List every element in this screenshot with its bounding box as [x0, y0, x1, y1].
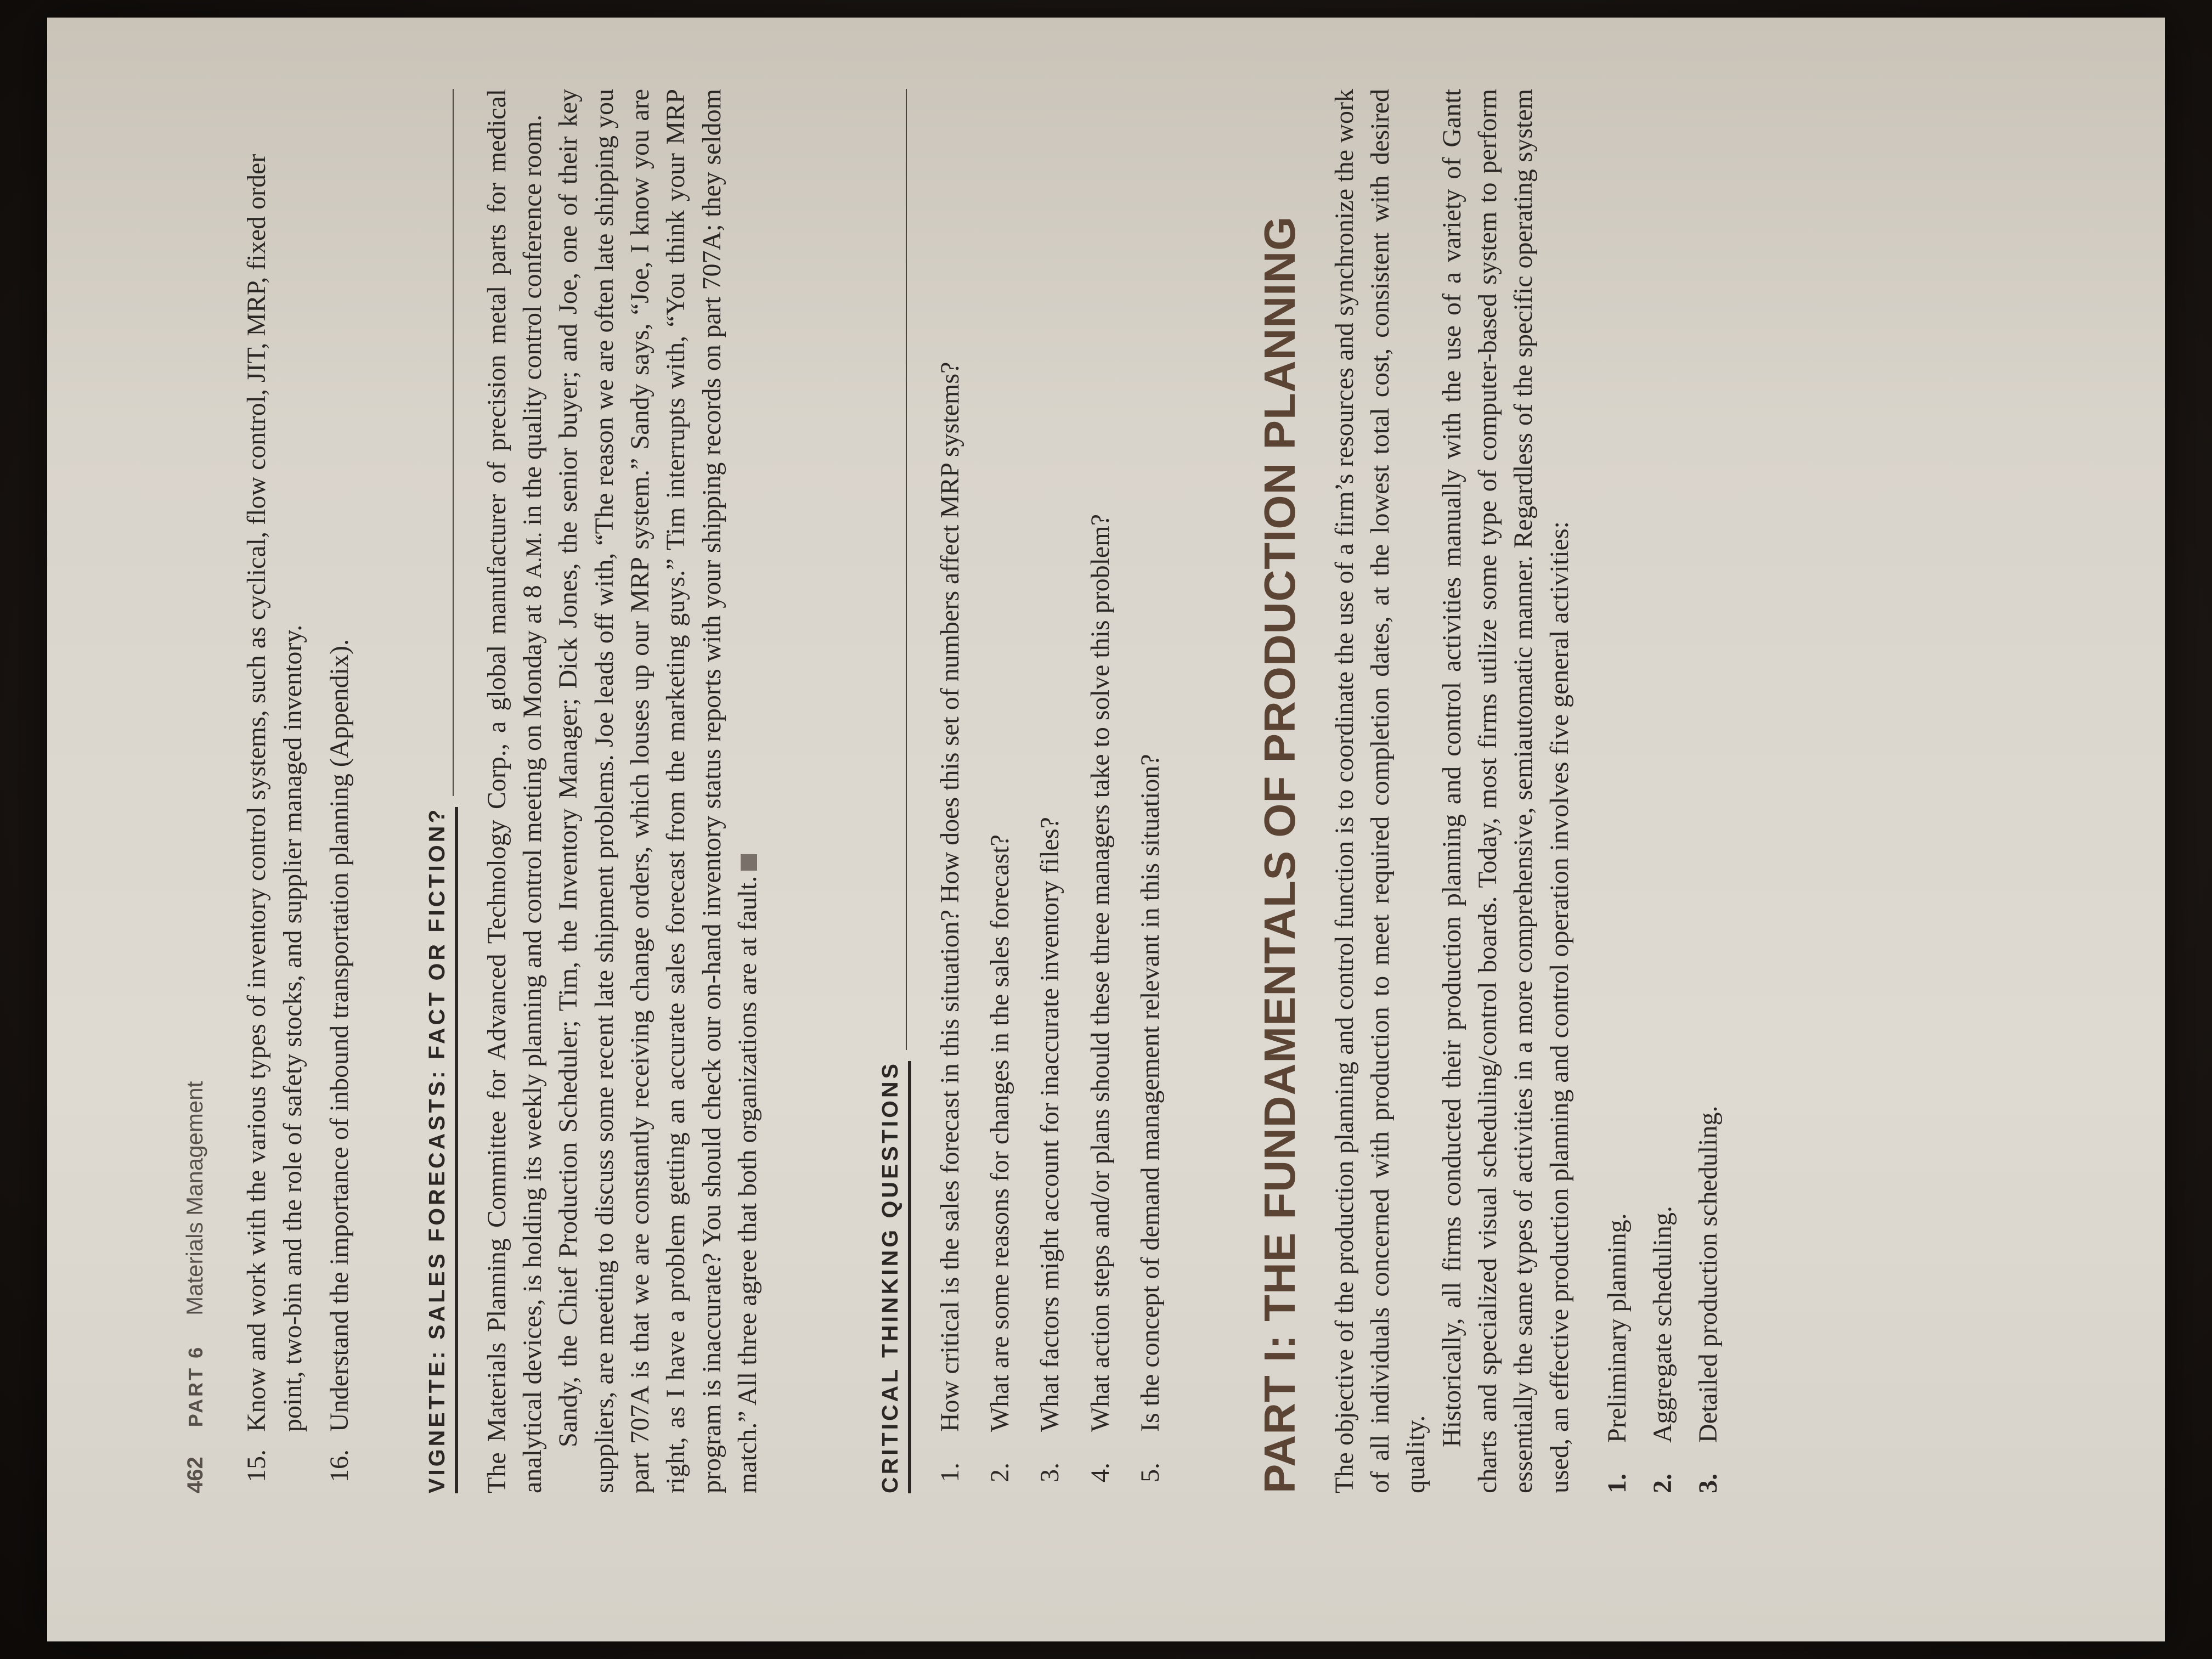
- vignette-heading-row: [422, 89, 458, 1493]
- activity-text: Aggregate scheduling.: [1648, 1206, 1678, 1443]
- activity-item: [1645, 89, 1680, 1493]
- book-page: [47, 18, 2165, 1641]
- heading-rule: [906, 89, 907, 1050]
- question-text: How critical is the sales forecast in this situation? How does this set of numbers affect MRP systems?: [935, 362, 964, 1432]
- activities-list: [1599, 89, 1726, 1493]
- time-abbrev: A.M.: [521, 532, 546, 579]
- vignette-text: in the quality control conference room.: [518, 114, 548, 532]
- item-text: Understand the importance of inbound transportation planning (Appendix).: [324, 639, 354, 1432]
- heading-rule: [453, 89, 454, 796]
- activity-item: [1690, 89, 1726, 1493]
- book-page-rotated: [47, 18, 2165, 1641]
- activity-text: Preliminary planning.: [1602, 1213, 1632, 1443]
- section-name: Materials Management: [182, 1081, 207, 1316]
- part-one-paragraph-2: Historically, all firms conducted their production planning and control activities manually with the use of a variety of Gantt charts and specialized visual scheduling/control boards. Today, most firms utilize some type of computer-based system to perform essentially the same types of activities in a more comprehensive, semiautomatic manner. Regardless of the specific operating system used, an effective production planning and control operation involves five general activities:: [1437, 89, 1574, 1493]
- activity-number: 3.: [1694, 1474, 1723, 1493]
- activity-item: [1599, 89, 1635, 1493]
- list-item: [321, 89, 357, 1493]
- questions-heading-row: [875, 89, 911, 1493]
- question-number: 4.: [1085, 1463, 1115, 1482]
- question-text: What action steps and/or plans should these three managers take to solve this problem?: [1085, 514, 1115, 1432]
- vignette-text: The Materials Planning Committee for Advanced Technology Corp., a global manufacturer of precision metal parts for medical analytical devices, is holding its weekly planning and control meeting on Monday at 8: [482, 89, 548, 1493]
- activity-number: 2.: [1648, 1474, 1678, 1493]
- vignette-text: Sandy, the Chief Production Scheduler; Tim, the Inventory Manager; Dick Jones, the senior buyer; and Joe, one of their key suppliers, are meeting to discuss some recent late shipment problems. Joe leads off with, “The reason we are often late shipping you part 707A is that we are constantly receiving change orders, which louses up our MRP system.” Sandy says, “Joe, I know you are right, as I have a problem getting an accurate sales forecast from the marketing guys.” Tim interrupts with, “You think your MRP program is inaccurate? You should check our on-hand inventory status reports with your shipping records on part 707A; they seldom match.” All three agree that both organizations are at fault.: [554, 89, 762, 1493]
- vignette-section: [422, 89, 765, 1493]
- question-item: [932, 89, 968, 1493]
- part-one-paragraph-1: The objective of the production planning and control function is to coordinate the use of a firm’s resources and synchronize the work of all individuals concerned with production to meet required completion dates, at the lowest total cost, consistent with desired quality.: [1329, 89, 1431, 1493]
- part-label: PART 6: [184, 1345, 207, 1427]
- question-number: 3.: [1035, 1463, 1065, 1482]
- learning-objectives: [239, 89, 357, 1493]
- part-one-heading: PART I: THE FUNDAMENTALS OF PRODUCTION PLANNING: [1255, 216, 1305, 1493]
- questions-heading: CRITICAL THINKING QUESTIONS: [875, 1061, 911, 1493]
- item-text: Know and work with the various types of inventory control systems, such as cyclical, flow control, JIT, MRP, fixed order point, two-bin and the role of safety stocks, and supplier managed inventory.: [242, 154, 307, 1432]
- critical-thinking-section: [875, 89, 1168, 1493]
- activity-number: 1.: [1602, 1474, 1632, 1493]
- vignette-paragraph-1: [479, 89, 551, 1493]
- question-item: [1032, 89, 1068, 1493]
- item-number: 16.: [324, 1449, 354, 1482]
- list-item: [239, 89, 311, 1493]
- activity-text: Detailed production scheduling.: [1694, 1105, 1723, 1443]
- question-text: What are some reasons for changes in the sales forecast?: [985, 834, 1015, 1432]
- item-number: 15.: [242, 1449, 272, 1482]
- question-item: [1132, 89, 1168, 1493]
- page-number: 462: [183, 1457, 207, 1493]
- end-of-section-square-icon: [741, 854, 757, 871]
- vignette-paragraph-2: [550, 89, 765, 1493]
- question-item: [982, 89, 1018, 1493]
- question-text: Is the concept of demand management relevant in this situation?: [1135, 754, 1165, 1432]
- question-number: 5.: [1135, 1463, 1165, 1482]
- part-one-section: [1250, 89, 1726, 1493]
- vignette-heading: VIGNETTE: SALES FORECASTS: FACT OR FICTION?: [422, 807, 458, 1493]
- question-item: [1082, 89, 1118, 1493]
- question-number: 1.: [935, 1463, 964, 1482]
- question-number: 2.: [985, 1463, 1015, 1482]
- question-text: What factors might account for inaccurate inventory files?: [1035, 817, 1065, 1432]
- running-head: [179, 89, 210, 1493]
